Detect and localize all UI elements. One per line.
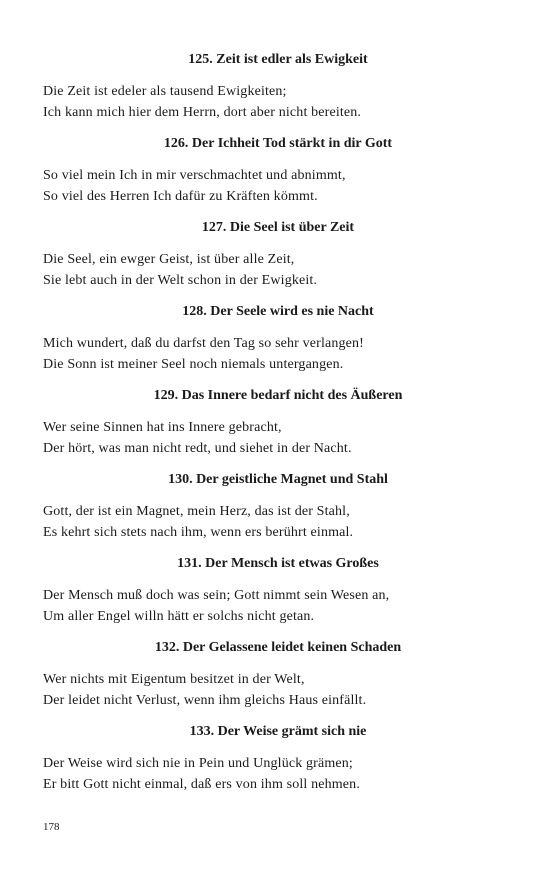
verse-line: Gott, der ist ein Magnet, mein Herz, das ist der Stahl,	[43, 504, 350, 519]
verse-line: Um aller Engel willn hätt er solchs nicht getan.	[43, 609, 315, 624]
epigram-131	[43, 555, 513, 627]
epigram-heading: 132. Der Gelassene leidet keinen Schaden	[154, 640, 402, 655]
epigram-verse	[43, 669, 513, 711]
verse-line: Die Seel, ein ewger Geist, ist über alle Zeit,	[43, 252, 295, 267]
verse-line: Sie lebt auch in der Welt schon in der Ewigkeit.	[43, 273, 318, 288]
epigram-125	[43, 51, 513, 123]
epigram-heading: 127. Die Seel ist über Zeit	[201, 220, 355, 235]
verse-line: Es kehrt sich stets nach ihm, wenn ers berührt einmal.	[43, 525, 354, 540]
epigram-verse	[43, 165, 513, 207]
epigram-verse	[43, 501, 513, 543]
epigram-heading: 129. Das Innere bedarf nicht des Äußeren	[153, 388, 403, 403]
verse-line: So viel des Herren Ich dafür zu Kräften kömmt.	[43, 189, 318, 204]
verse-line: Der leidet nicht Verlust, wenn ihm gleichs Haus einfällt.	[43, 693, 367, 708]
epigram-heading: 130. Der geistliche Magnet und Stahl	[168, 472, 388, 487]
epigram-verse	[43, 249, 513, 291]
epigram-128	[43, 303, 513, 375]
book-page	[43, 0, 513, 880]
epigram-heading: 133. Der Weise grämt sich nie	[189, 724, 367, 739]
epigram-127	[43, 219, 513, 291]
verse-line: Er bitt Gott nicht einmal, daß ers von ihm soll nehmen.	[43, 777, 360, 792]
epigram-verse	[43, 585, 513, 627]
verse-line: So viel mein Ich in mir verschmachtet und abnimmt,	[43, 168, 346, 183]
epigram-verse	[43, 753, 513, 795]
epigram-126	[43, 135, 513, 207]
epigram-heading: 125. Zeit ist edler als Ewigkeit	[188, 52, 368, 67]
epigram-heading: 126. Der Ichheit Tod stärkt in dir Gott	[163, 136, 393, 151]
epigram-verse	[43, 81, 513, 123]
epigram-heading: 131. Der Mensch ist etwas Großes	[177, 556, 379, 571]
epigram-133	[43, 723, 513, 795]
epigram-132	[43, 639, 513, 711]
epigram-heading: 128. Der Seele wird es nie Nacht	[182, 304, 374, 319]
verse-line: Ich kann mich hier dem Herrn, dort aber nicht bereiten.	[43, 105, 362, 120]
verse-line: Der hört, was man nicht redt, und siehet in der Nacht.	[43, 441, 352, 456]
verse-line: Wer seine Sinnen hat ins Innere gebracht,	[43, 420, 282, 435]
verse-line: Der Weise wird sich nie in Pein und Unglück grämen;	[43, 756, 353, 771]
epigram-130	[43, 471, 513, 543]
epigram-verse	[43, 417, 513, 459]
epigram-verse	[43, 333, 513, 375]
page-number: 178	[43, 821, 60, 833]
verse-line: Wer nichts mit Eigentum besitzet in der Welt,	[43, 672, 305, 687]
verse-line: Mich wundert, daß du darfst den Tag so sehr verlangen!	[43, 336, 364, 351]
verse-line: Der Mensch muß doch was sein; Gott nimmt sein Wesen an,	[43, 588, 390, 603]
verse-line: Die Zeit ist edeler als tausend Ewigkeiten;	[43, 84, 287, 99]
verse-line: Die Sonn ist meiner Seel noch niemals untergangen.	[43, 357, 344, 372]
epigram-129	[43, 387, 513, 459]
